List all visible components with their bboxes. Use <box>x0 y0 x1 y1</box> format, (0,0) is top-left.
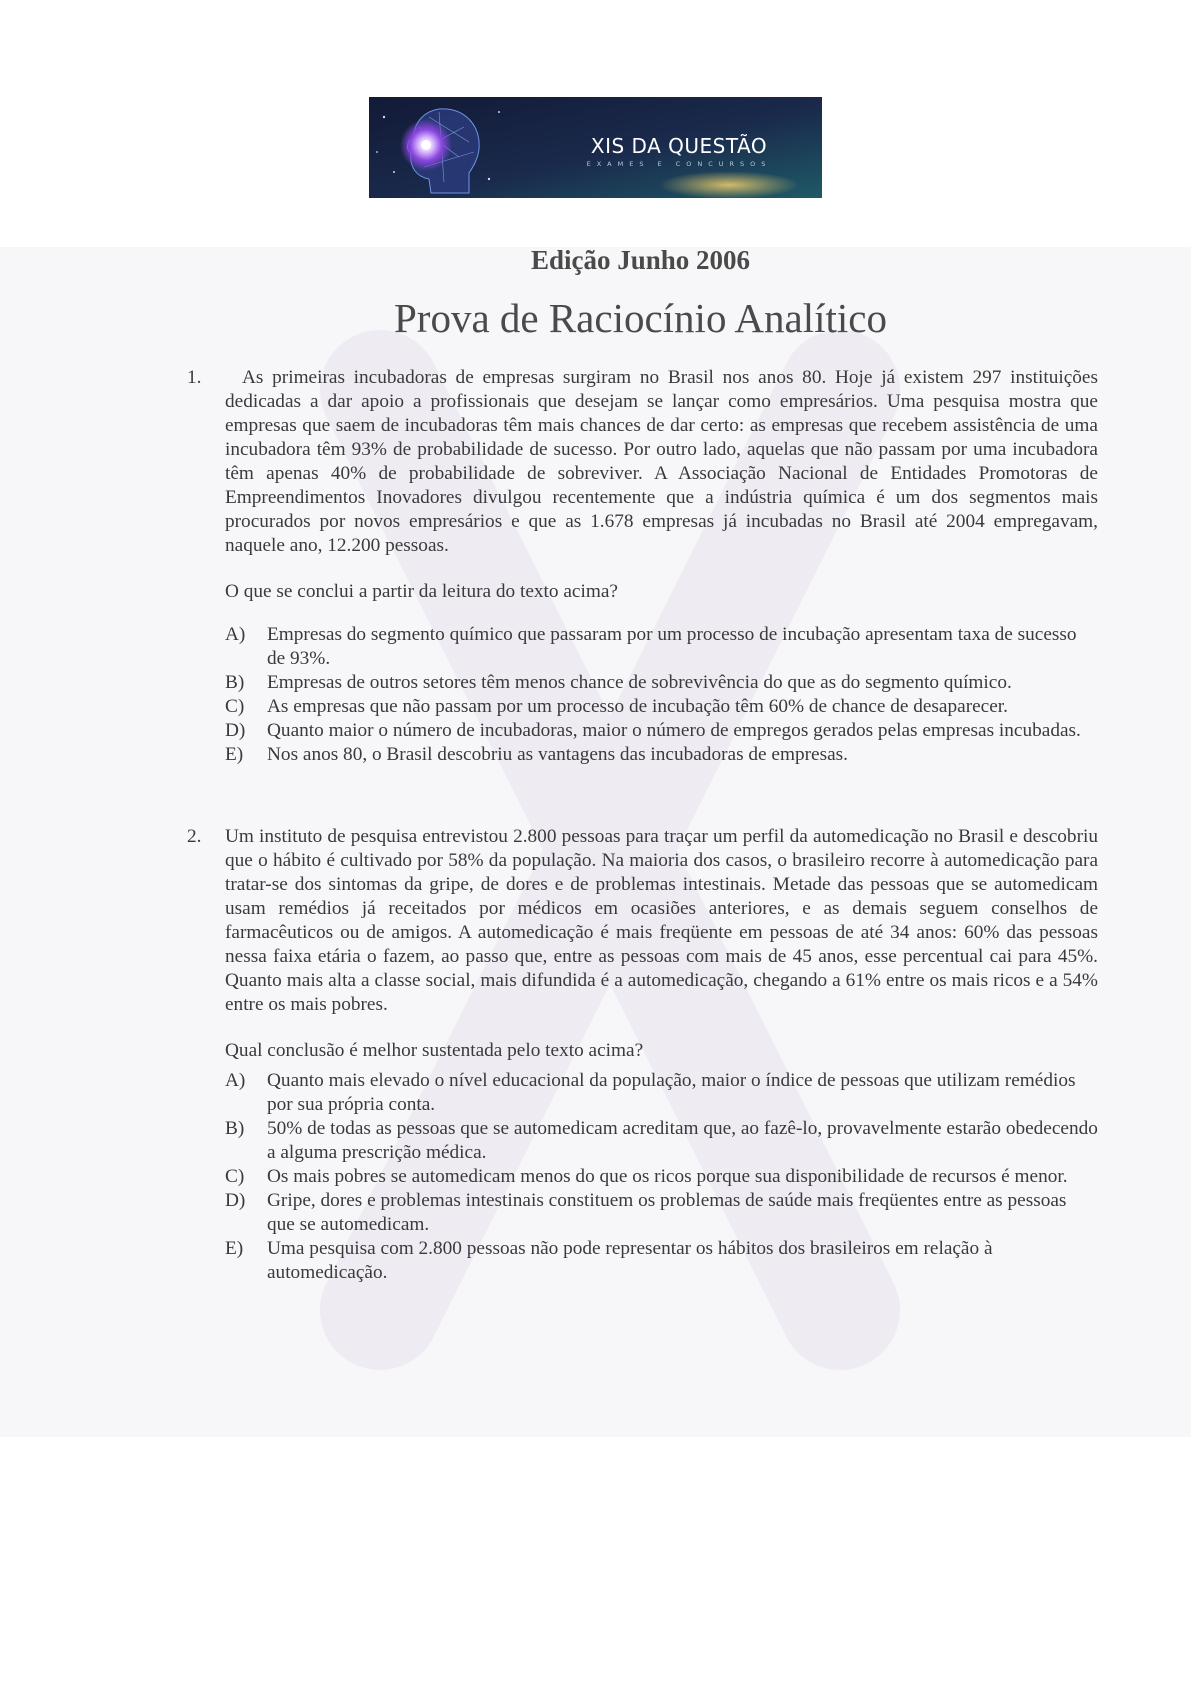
option-letter: B) <box>225 1118 245 1139</box>
question-text: As primeiras incubadoras de empresas surgiram no Brasil nos anos 80. Hoje já existem 297 instituições dedicadas a dar apoio a profissionais que desejam se lançar como empresários. Uma pesquisa mostra que empresas que saem de incubadoras têm mais chances de dar certo: as empresas que recebem assistência de uma incubadora têm 93% de probabilidade de sucesso. Por outro lado, aquelas que não passam por uma incubadora têm apenas 40% de probabilidade de sobreviver. A Associação Nacional de Entidades Promotoras de Empreendimentos Inovadores divulgou recentemente que a indústria química é um dos segmentos mais procurados por novos empresários e que as 1.678 empresas já incubadas no Brasil até 2004 empregavam, naquele ano, 12.200 pessoas. <box>225 367 1098 556</box>
option-text: 50% de todas as pessoas que se automedicam acreditam que, ao fazê-lo, provavelmente estarão obedecendo a alguma prescrição médica. <box>267 1118 1098 1163</box>
option-text: Empresas do segmento químico que passaram por um processo de incubação apresentam taxa de sucesso de 93%. <box>267 624 1077 669</box>
option-letter: A) <box>225 1070 246 1091</box>
page-title: Prova de Raciocínio Analítico <box>393 295 888 341</box>
answer-options <box>225 623 1098 767</box>
option-c[interactable] <box>225 1165 1098 1189</box>
option-b[interactable] <box>225 671 1098 695</box>
option-text: Nos anos 80, o Brasil descobriu as vantagens das incubadoras de empresas. <box>267 744 848 765</box>
option-letter: E) <box>225 1238 244 1259</box>
option-d[interactable] <box>225 1189 1098 1237</box>
option-text: Os mais pobres se automedicam menos do que os ricos porque sua disponibilidade de recursos é menor. <box>267 1166 1068 1187</box>
option-text: As empresas que não passam por um processo de incubação têm 60% de chance de desaparecer. <box>267 696 1008 717</box>
option-letter: C) <box>225 1166 245 1187</box>
option-e[interactable] <box>225 743 1098 767</box>
option-letter: D) <box>225 1190 246 1211</box>
option-letter: D) <box>225 720 246 741</box>
edition-heading: Edição Junho 2006 <box>530 245 751 275</box>
option-letter: E) <box>225 744 244 765</box>
question-2 <box>187 825 1098 1285</box>
question-1 <box>187 366 1098 767</box>
option-text: Quanto mais elevado o nível educacional da população, maior o índice de pessoas que utilizam remédios por sua própria conta. <box>267 1070 1076 1115</box>
question-text: Um instituto de pesquisa entrevistou 2.800 pessoas para traçar um perfil da automedicação no Brasil e descobriu que o hábito é cultivado por 58% da população. Na maioria dos casos, o brasileiro recorre à automedicação para tratar-se dos sintomas da gripe, de dores e de problemas intestinais. Metade das pessoas que se automedicam usam remédios já receitados por médicos em ocasiões anteriores, e as demais seguem conselhos de farmacêuticos ou de amigos. A automedicação é mais freqüente em pessoas de até 34 anos: 60% das pessoas nessa faixa etária o fazem, ao passo que, entre as pessoas com mais de 45 anos, esse percentual cai para 45%. Quanto mais alta a classe social, mais difundida é a automedicação, chegando a 61% entre os mais ricos e a 54% entre os mais pobres. <box>225 826 1098 1015</box>
option-a[interactable] <box>225 623 1098 671</box>
question-prompt: Qual conclusão é melhor sustentada pelo texto acima? <box>225 1040 644 1061</box>
option-letter: B) <box>225 672 245 693</box>
option-letter: C) <box>225 696 245 717</box>
question-number: 1. <box>187 367 202 388</box>
logo-brand: XIS DA QUESTÃO <box>590 134 768 158</box>
logo-tagline: EXAMES E CONCURSOS <box>586 160 772 168</box>
option-c[interactable] <box>225 695 1098 719</box>
logo-banner <box>369 97 822 198</box>
option-text: Gripe, dores e problemas intestinais constituem os problemas de saúde mais freqüentes entre as pessoas que se automedicam. <box>267 1190 1067 1235</box>
question-number: 2. <box>187 826 202 847</box>
option-e[interactable] <box>225 1237 1098 1285</box>
option-a[interactable] <box>225 1069 1098 1117</box>
answer-options <box>225 1069 1098 1285</box>
option-d[interactable] <box>225 719 1098 743</box>
option-text: Quanto maior o número de incubadoras, maior o número de empregos gerados pelas empresas incubadas. <box>267 720 1081 741</box>
option-text: Uma pesquisa com 2.800 pessoas não pode representar os hábitos dos brasileiros em relação à automedicação. <box>267 1238 993 1283</box>
option-text: Empresas de outros setores têm menos chance de sobrevivência do que as do segmento químico. <box>267 672 1012 693</box>
question-prompt: O que se conclui a partir da leitura do texto acima? <box>225 581 618 602</box>
option-letter: A) <box>225 624 246 645</box>
option-b[interactable] <box>225 1117 1098 1165</box>
